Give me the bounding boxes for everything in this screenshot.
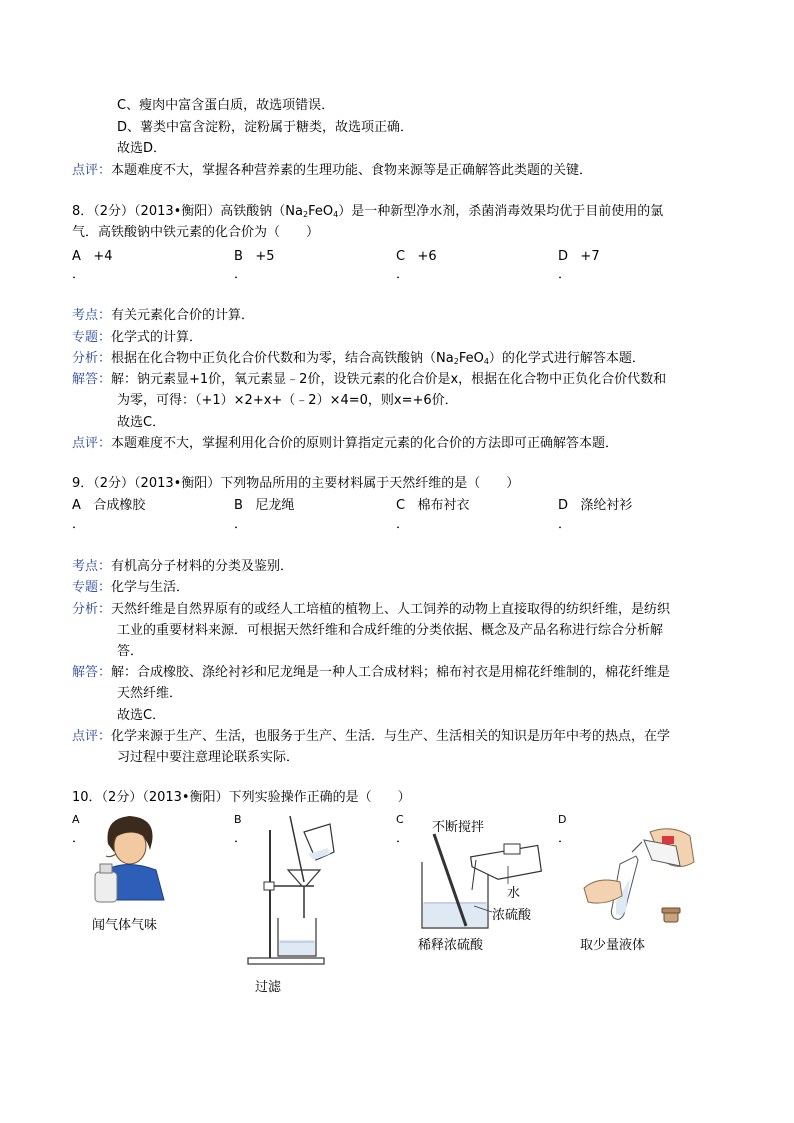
q9-kaodian-row bbox=[72, 557, 293, 577]
option-dot: ． bbox=[558, 267, 572, 282]
kaodian-label: 考点： bbox=[72, 559, 112, 574]
option-dot: ． bbox=[396, 267, 410, 282]
question-10-stem: 10．（2分）（2013•衡阳）下列实验操作正确的是（ ） bbox=[72, 790, 411, 805]
fenxi-label: 分析： bbox=[72, 351, 112, 366]
fenxi-text: FeO bbox=[458, 351, 484, 366]
stem-part: ）是一种新型净水剂，杀菌消毒效果均优于目前使用的氯 bbox=[338, 204, 664, 219]
zhuanti-text: 化学式的计算． bbox=[111, 330, 203, 345]
label-stir: 不断搅拌 bbox=[432, 820, 485, 835]
caption-take-liquid: 取少量液体 bbox=[580, 938, 646, 953]
q9-dianping-line2: 习过程中要注意理论联系实际． bbox=[117, 750, 300, 765]
fenxi-text: ）的化学式进行解答本题． bbox=[488, 351, 645, 366]
question-9-stem: 9．（2分）（2013•衡阳）下列物品所用的主要材料属于天然纤维的是（ ） bbox=[72, 476, 520, 491]
q9-dianping-row bbox=[72, 727, 670, 747]
stem-part: 8．（2分）（2013•衡阳）高铁酸钠（Na bbox=[72, 204, 303, 219]
q8-dianping-row bbox=[72, 434, 618, 454]
option-dot: ． bbox=[558, 517, 572, 532]
q9-answer: 故选C． bbox=[117, 708, 166, 723]
option-letter: A bbox=[72, 498, 81, 513]
option-letter: D bbox=[558, 498, 569, 513]
question-8-stem-line2: 气．高铁酸钠中铁元素的化合价为（ ） bbox=[72, 225, 320, 240]
q9-option-b[interactable] bbox=[234, 496, 294, 516]
q9-jieda-row bbox=[72, 663, 670, 683]
option-dot: ． bbox=[558, 831, 572, 846]
option-letter: B bbox=[234, 249, 243, 264]
fenxi-label: 分析： bbox=[72, 602, 112, 617]
stem-part: FeO bbox=[308, 204, 334, 219]
jieda-label: 解答： bbox=[72, 372, 112, 387]
option-text: 涤纶衬衫 bbox=[580, 498, 633, 513]
dianping-text: 本题难度不大，掌握利用化合价的原则计算指定元素的化合价的方法即可正确解答本题． bbox=[111, 436, 619, 451]
option-text: +7 bbox=[580, 249, 600, 264]
option-letter: A bbox=[72, 249, 81, 264]
dilute-acid-illustration bbox=[416, 830, 556, 930]
comment-text: 本题难度不大，掌握各种营养素的生理功能、食物来源等是正确解答此类题的关键． bbox=[111, 163, 593, 178]
option-text: +5 bbox=[255, 249, 275, 264]
q8-jieda-line2: 为零，可得：（+1）×2+x+（﹣2）×4=0，则x=+6价． bbox=[117, 393, 458, 408]
label-water: 水 bbox=[507, 886, 521, 901]
q9-fenxi-line3: 答． bbox=[117, 644, 144, 659]
comment-row bbox=[72, 161, 592, 181]
dianping-label: 点评： bbox=[72, 729, 112, 744]
dianping-text: 化学来源于生产、生活，也服务于生产、生活．与生产、生活相关的知识是历年中考的热点，在学 bbox=[111, 729, 671, 744]
option-letter: B bbox=[234, 498, 243, 513]
zhuanti-label: 专题： bbox=[72, 330, 112, 345]
option-text: 尼龙绳 bbox=[255, 498, 295, 513]
option-d-analysis: D、薯类中富含淀粉，淀粉属于糖类，故选项正确． bbox=[117, 120, 414, 135]
option-dot: ． bbox=[234, 517, 248, 532]
kaodian-label: 考点： bbox=[72, 308, 112, 323]
option-dot: ． bbox=[72, 517, 86, 532]
option-text: 合成橡胶 bbox=[93, 498, 146, 513]
zhuanti-label: 专题： bbox=[72, 580, 112, 595]
option-dot: ． bbox=[396, 831, 410, 846]
q10-option-b-letter[interactable]: B bbox=[234, 813, 242, 826]
take-liquid-illustration bbox=[580, 818, 700, 930]
q9-option-a[interactable] bbox=[72, 496, 145, 516]
q9-fenxi-line2: 工业的重要材料来源．可根据天然纤维和合成纤维的分类依据、概念及产品名称进行综合分析解 bbox=[117, 623, 664, 638]
jieda-label: 解答： bbox=[72, 665, 112, 680]
q9-fenxi-row bbox=[72, 600, 670, 620]
option-dot: ． bbox=[396, 517, 410, 532]
q10-option-a-letter[interactable]: A bbox=[72, 813, 80, 826]
option-dot: ． bbox=[72, 267, 86, 282]
kaodian-text: 有机高分子材料的分类及鉴别． bbox=[111, 559, 294, 574]
label-acid: 浓硫酸 bbox=[492, 908, 532, 923]
option-text: +4 bbox=[93, 249, 113, 264]
q9-jieda-line2: 天然纤维． bbox=[117, 686, 183, 701]
q8-option-a[interactable] bbox=[72, 247, 112, 267]
q10-option-d-letter[interactable]: D bbox=[558, 813, 567, 826]
q8-option-b[interactable] bbox=[234, 247, 275, 267]
zhuanti-text: 化学与生活． bbox=[111, 580, 190, 595]
q8-option-c[interactable] bbox=[396, 247, 437, 267]
q10-option-c-letter[interactable]: C bbox=[396, 813, 404, 826]
question-8-stem bbox=[72, 202, 663, 225]
kaodian-text: 有关元素化合价的计算． bbox=[111, 308, 255, 323]
answer-line: 故选D． bbox=[117, 141, 167, 156]
comment-label: 点评： bbox=[72, 163, 112, 178]
q8-answer: 故选C． bbox=[117, 415, 166, 430]
q9-zhuanti-row bbox=[72, 578, 189, 598]
caption-filtration: 过滤 bbox=[255, 980, 282, 995]
caption-dilute-acid: 稀释浓硫酸 bbox=[418, 938, 484, 953]
subscript: 2 bbox=[453, 357, 459, 366]
option-dot: ． bbox=[234, 267, 248, 282]
q9-option-d[interactable] bbox=[558, 496, 632, 516]
dianping-label: 点评： bbox=[72, 436, 112, 451]
q8-option-d[interactable] bbox=[558, 247, 600, 267]
q8-jieda-row bbox=[72, 370, 666, 390]
q8-zhuanti-row bbox=[72, 328, 202, 348]
option-c-analysis: C、瘦肉中富含蛋白质，故选项错误． bbox=[117, 98, 335, 113]
jieda-text: 解：合成橡胶、涤纶衬衫和尼龙绳是一种人工合成材料；棉布衬衣是用棉花纤维制的，棉花纤维是 bbox=[111, 665, 671, 680]
option-dot: ． bbox=[234, 831, 248, 846]
option-letter: D bbox=[558, 249, 569, 264]
option-letter: C bbox=[396, 498, 406, 513]
jieda-text: 解：钠元素显+1价，氧元素显﹣2价，设铁元素的化合价是x，根据在化合物中正负化合价代数和 bbox=[111, 372, 667, 387]
option-letter: C bbox=[396, 249, 406, 264]
q8-kaodian-row bbox=[72, 306, 254, 326]
caption-smell-gas: 闻气体气味 bbox=[92, 918, 158, 933]
subscript: 2 bbox=[303, 210, 309, 219]
option-text: +6 bbox=[417, 249, 437, 264]
fenxi-text: 天然纤维是自然界原有的或经人工培植的植物上、人工饲养的动物上直接取得的纺织纤维，是纺织 bbox=[111, 602, 671, 617]
subscript: 4 bbox=[483, 357, 489, 366]
subscript: 4 bbox=[333, 210, 339, 219]
filtration-illustration bbox=[244, 812, 334, 972]
smell-gas-illustration bbox=[90, 812, 170, 912]
q9-option-c[interactable] bbox=[396, 496, 470, 516]
fenxi-text: 根据在化合物中正负化合价代数和为零，结合高铁酸钠（Na bbox=[111, 351, 454, 366]
option-dot: ． bbox=[72, 831, 86, 846]
q8-fenxi-row bbox=[72, 349, 645, 372]
option-text: 棉布衬衣 bbox=[417, 498, 470, 513]
